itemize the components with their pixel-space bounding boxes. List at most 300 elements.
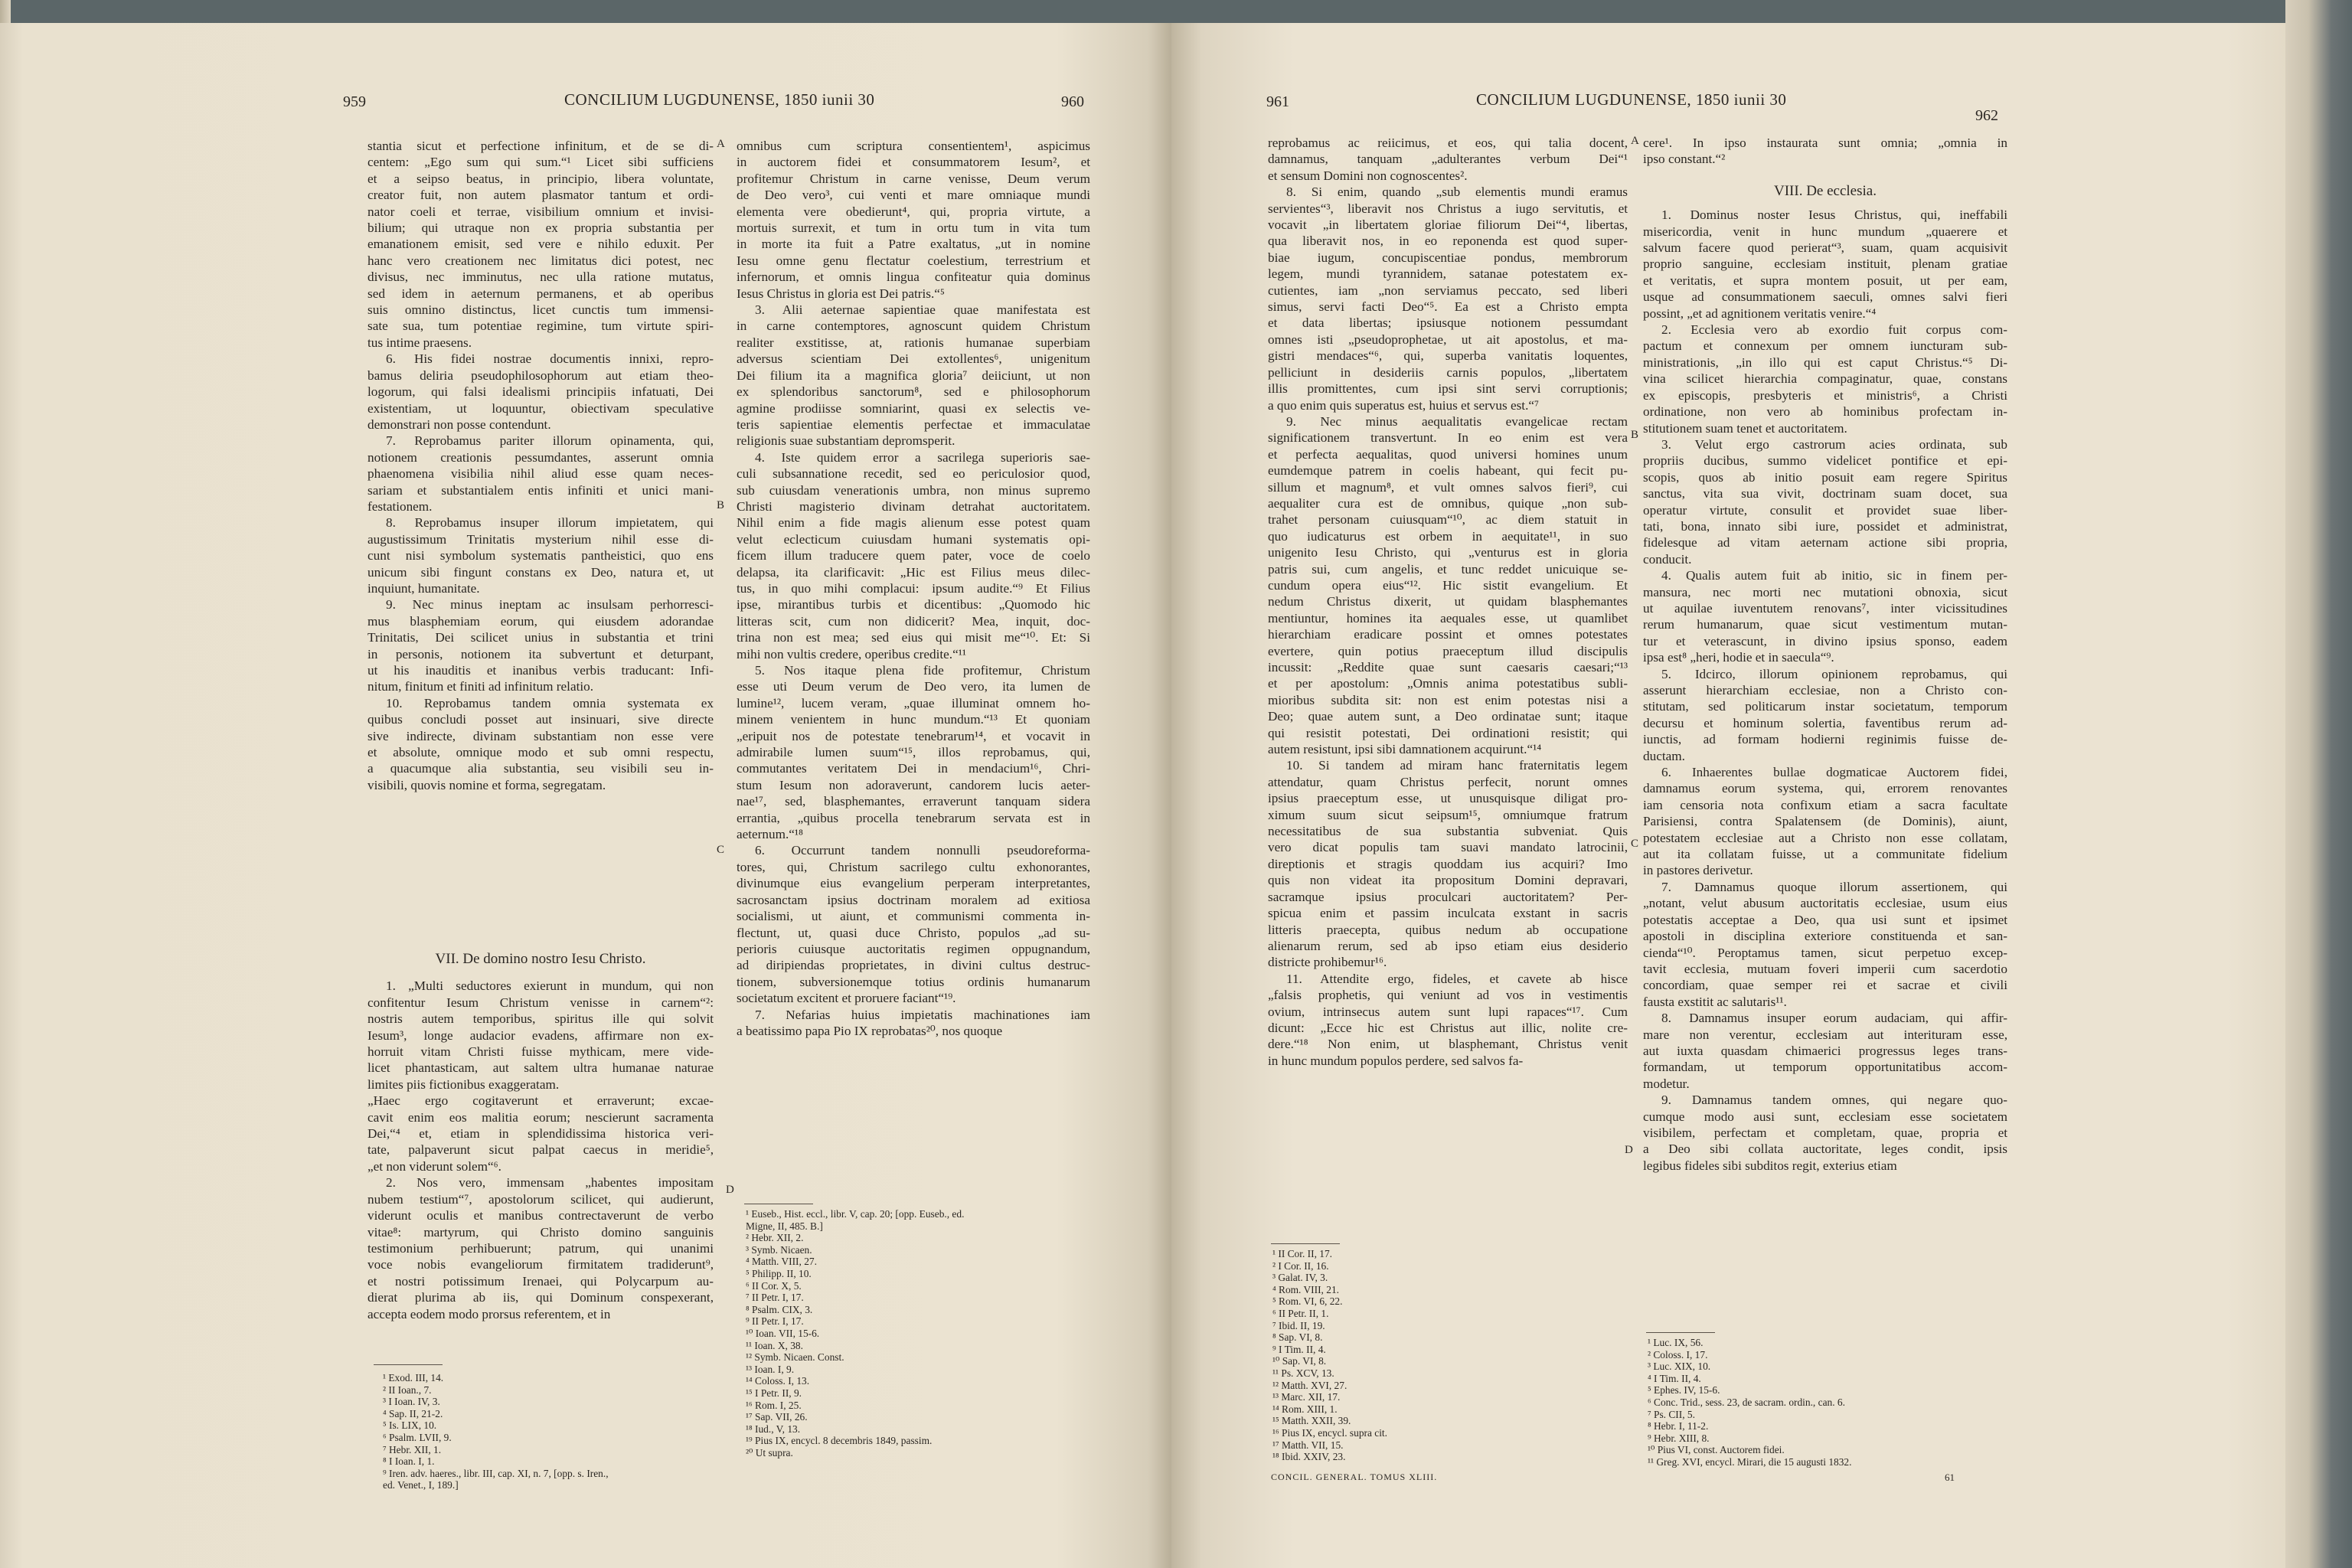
text-line: damnamus, tanquam „adulterantes verbum Dei“¹	[1268, 152, 1628, 167]
text-line: visibili, quovis nomine et forma, segregatam.	[368, 777, 606, 792]
footnote: ⁹ II Petr. I, 17.	[746, 1315, 804, 1328]
text-line: festationem.	[368, 498, 433, 514]
text-line: 5. Idcirco, illorum opinionem reprobamus, qui	[1661, 666, 2007, 681]
footnote: ¹² Symb. Nicaen. Const.	[746, 1351, 844, 1364]
text-line: sanctus, vita sua vivit, doctrinam suam docet, sua	[1643, 486, 2007, 501]
text-line: 11. Attendite ergo, fideles, et cavete ab hisce	[1286, 971, 1628, 986]
margin-letter-b: B	[717, 499, 725, 511]
text-line: ovium, intrinsecus autem sunt lupi rapaces“¹⁷. Cum	[1268, 1004, 1628, 1019]
footnote: ⁷ Hebr. XII, 1.	[383, 1443, 442, 1455]
text-line: nostris autem temporibus, spiritus ille qui solvit	[368, 1011, 714, 1027]
text-line: 2. Ecclesia vero ab exordio fuit corpus com-	[1661, 322, 2007, 338]
footnote: ³ Galat. IV, 3.	[1272, 1272, 1328, 1284]
footnote: ¹⁸ Iud., V, 13.	[746, 1423, 801, 1435]
text-line: nator coeli et terrae, visibilium omnium et invisi-	[368, 204, 714, 219]
footnote: ed. Venet., I, 189.]	[383, 1479, 459, 1491]
text-line: 10. Reprobamus tandem omnia systemata ex	[386, 695, 714, 710]
text-line: „eripuit nos de potestate tenebrarum¹⁴, et vocavit in	[737, 728, 1090, 743]
text-line: ipsius praeceptum esse, ut unusquisque diligat pro-	[1268, 791, 1628, 806]
text-line: cavit enim eos malitia eorum; nescierunt sacramenta	[368, 1109, 714, 1125]
text-line: cutientes, iam „non serviamus peccato, sed liberi	[1268, 283, 1628, 298]
text-line: gistri mendaces“⁶, qui, superba vanitatis loquentes,	[1268, 348, 1628, 364]
text-line: scopis, quos ab initio posuit eam regere Spiritus	[1643, 469, 2007, 485]
text-line: nae¹⁷, sed, blasphemantes, erraverunt tanquam sidera	[737, 794, 1090, 809]
text-line: ipse, mirantibus turbis et dicentibus: „Quomodo hic	[737, 597, 1090, 612]
text-line: tur et veterascunt, in divino ipsius sponso, eadem	[1643, 633, 2007, 648]
text-line: iunctis, ad formam hodierni reginimis fuisse de-	[1643, 732, 2007, 747]
text-line: adversus scientiam Dei extollentes⁶, unigenitum	[737, 351, 1090, 367]
text-line: formandam, ut temporum opportunitatibus accom-	[1643, 1060, 2007, 1075]
text-line: ficem illum traducere quem pater, voce de coelo	[737, 548, 1090, 564]
text-line: unigenito Iesu Christo, qui „venturus est in gloria	[1268, 545, 1628, 560]
text-line: quo iudicaturus est orbem in aequitate¹¹, in suo	[1268, 528, 1628, 544]
footnote: ⁸ I Ioan. I, 1.	[383, 1455, 435, 1468]
text-line: mihi non vultis credere, operibus credite.“¹¹	[737, 646, 967, 662]
text-line: vero dicat populis tam suavi mandato latrocinii,	[1268, 840, 1628, 855]
text-line: apostoli in disciplina exteriore constituenda et san-	[1643, 929, 2007, 944]
text-line: sed idem in aeternum permanens, et ab operibus	[368, 286, 714, 301]
footnote: ⁴ Sap. II, 21-2.	[383, 1407, 443, 1419]
text-line: aequaliter cura est de omnibus, quique „non sub-	[1268, 495, 1628, 511]
text-line: tati, bona, innato sibi iure, possidet et administrat,	[1643, 518, 2007, 534]
text-line: mioribus subdita sit: non est enim potestas nisi a	[1268, 692, 1628, 707]
text-line: Trinitatis, Dei scilicet unius in substantia et trini	[368, 630, 714, 645]
text-line: ordinatione, non vero ab hominibus profectam in-	[1643, 404, 2007, 420]
running-title-right: CONCILIUM LUGDUNENSE, 1850 iunii 30	[1476, 90, 1787, 109]
footnote: ¹⁷ Sap. VII, 26.	[746, 1411, 808, 1423]
footnote: ⁷ II Petr. I, 17.	[746, 1292, 804, 1304]
text-line: quis non videat ita propositum Domini depravari,	[1268, 873, 1628, 888]
text-line: voce nobis evangeliorum firmitatem tradiderunt⁹,	[368, 1257, 714, 1272]
text-line: Parisiensi, contra Spalatensem (de Dominis), aiunt,	[1643, 814, 2007, 829]
text-line: aut ita collatam fuisse, ut a communitate fidelium	[1643, 847, 2007, 862]
text-line: Iesu omne genu flectatur coelestium, terrestrium et	[737, 253, 1090, 268]
text-line: mus blasphemiam eorum, qui eiusdem adorandae	[368, 613, 714, 629]
text-line: et data libertas; ipsiusque notionem pessumdant	[1268, 315, 1628, 331]
text-line: a quo enim quis superatus est, huius et servus est.“⁷	[1268, 397, 1539, 413]
text-line: aut iuxta quasdam chimaerici progressus leges trans-	[1643, 1043, 2007, 1058]
footnote: ⁷ Ibid. II, 19.	[1272, 1319, 1325, 1331]
text-line: in carne contemptores, agnoscunt quidem Christum	[737, 318, 1090, 334]
footnote: ¹⁴ Rom. XIII, 1.	[1272, 1403, 1338, 1415]
text-line: potestatis acceptae a Deo, qua usi sunt et ipsimet	[1643, 912, 2007, 927]
text-line: 7. Nefarias huius impietatis machinationes iam	[755, 1007, 1090, 1022]
text-line: aeternum.“¹⁸	[737, 827, 804, 842]
text-line: in morte ita fuit a Patre exaltatus, „ut in nomine	[737, 237, 1090, 252]
text-line: tionem, subversionemque totius ordinis humanarum	[737, 974, 1090, 989]
text-line: a beatissimo papa Pio IX reprobatas²⁰, nos quoque	[737, 1023, 1003, 1038]
left-page	[0, 23, 1171, 1568]
text-line: modetur.	[1643, 1076, 1690, 1091]
text-line: concordiam, quae semper rei et sacrae et civili	[1643, 978, 2007, 993]
footnote: ¹⁵ I Petr. II, 9.	[746, 1387, 802, 1399]
text-line: vina scilicet hierarchia compaginatur, quae, constans	[1643, 371, 2007, 387]
text-line: ut aquilae iuventutem renovans⁷, inter vicissitudines	[1643, 600, 2007, 616]
footnote: ⁸ Sap. VI, 8.	[1272, 1331, 1323, 1344]
text-line: pelliciunt in desideriis carnis populos, „libertatem	[1268, 364, 1628, 380]
left-footnotes-1	[383, 1372, 609, 1491]
text-line: iam censoria nota confixum etiam a sacra facultate	[1643, 797, 2007, 812]
footnote: ¹² Matth. XVI, 27.	[1272, 1379, 1348, 1391]
running-title-left: CONCILIUM LUGDUNENSE, 1850 iunii 30	[564, 90, 875, 109]
footnote: ³ Luc. XIX, 10.	[1648, 1361, 1711, 1373]
text-line: decursu et hominum solertia, faventibus rerum ad-	[1643, 715, 2007, 730]
text-line: nubem testium“⁷, apostolorum scilicet, qui audierunt,	[368, 1191, 714, 1207]
text-line: direptionis et stragis quoddam ius acquiri? Imo	[1268, 856, 1628, 871]
footnote: ⁹ Hebr. XIII, 8.	[1648, 1432, 1710, 1444]
text-line: 4. Iste quidem error a sacrilega superioris sae-	[755, 449, 1090, 465]
text-line: et veritatis, et supra montem posuit, ut per eam,	[1643, 273, 2007, 288]
text-line: divisus, nec imminutus, nec ulla ratione mutatus,	[368, 270, 714, 285]
text-line: quibus concludi posset aut insinuari, sive directe	[368, 712, 714, 727]
footnote: ¹³ Ioan. I, 9.	[746, 1363, 795, 1375]
text-line: cere¹. In ipso instaurata sunt omnia; „omnia in	[1643, 136, 2007, 150]
text-line: 9. Nec minus ineptam ac insulsam perhorresci-	[386, 597, 714, 612]
text-line: velut eclecticum cuiusdam humani systematis opi-	[737, 531, 1090, 547]
footnote: ⁶ Psalm. LVII, 9.	[383, 1431, 452, 1443]
text-line: visibilem, perfectam et completam, quae, propria et	[1643, 1125, 2007, 1140]
text-line: dicunt: „Ecce hic est Christus aut illic, nolite cre-	[1268, 1020, 1628, 1035]
text-line: ximum suum sicut seipsum¹⁵, omniumque fratrum	[1268, 807, 1628, 822]
footnote: ¹ Euseb., Hist. eccl., libr. V, cap. 20; [opp. Euseb., ed.	[746, 1208, 965, 1220]
text-line: Dei,“⁴ et, etiam in splendidissima historica veri-	[368, 1126, 714, 1142]
text-line: et sensum Domini non cognoscentes².	[1268, 168, 1468, 183]
text-line: lumine¹², lucem veram, „quae illuminat omnem ho-	[737, 695, 1090, 710]
text-line: realiter exstitisse, at, rationis humanae superbiam	[737, 335, 1090, 350]
text-line: limites piis fictionibus exaggeratam.	[368, 1076, 560, 1092]
footnote: ²⁰ Ut supra.	[746, 1446, 793, 1459]
text-line: delapsa, ita clarificavit: „Hic est Filius meus dilec-	[737, 564, 1090, 580]
text-line: et nostri potissimum Irenaei, qui Polycarpum au-	[368, 1273, 714, 1289]
footnote: ¹⁰ Sap. VI, 8.	[1272, 1355, 1327, 1367]
text-line: biae iugum, concupiscentiae pondus, membrorum	[1268, 250, 1628, 265]
text-line: centem: „Ego sum qui sum.“¹ Licet sibi sufficiens	[368, 155, 714, 170]
text-line: hierarchiam eradicare possint et omnes potestates	[1268, 627, 1628, 642]
footnote: Migne, II, 485. B.]	[746, 1220, 823, 1232]
text-line: 5. Nos itaque plena fide profitemur, Christum	[755, 663, 1090, 678]
text-line: ipsa est⁸ „heri, hodie et in saecula“⁹.	[1643, 650, 1834, 665]
footnote: ⁹ Iren. adv. haeres., libr. III, cap. XI, n. 7, [opp. s. Iren.,	[383, 1467, 609, 1479]
text-line: et perfecta aequalitas, quod universi homines unum	[1268, 446, 1628, 462]
text-line: damnamus eorum systema, qui, errorem renovantes	[1643, 781, 2007, 796]
text-line: tores, qui, Christum sacrilego cultu exhonorantes,	[737, 859, 1090, 874]
text-line: evertere, quin potius praeceptum illud discipulis	[1268, 643, 1628, 658]
text-line: significationem transvertunt. In eo enim est vera	[1268, 430, 1628, 446]
text-line: asserunt hierarchiam ecclesiae, non a Christo con-	[1643, 683, 2007, 697]
text-line: de Deo vero³, cui venti et mare omniaque mundi	[737, 188, 1090, 203]
text-line: admirabile lumen suum“¹⁵, illos reprobamus, qui,	[737, 745, 1090, 760]
text-line: attendatur, quam Christus perfecit, norunt omnes	[1268, 774, 1628, 789]
text-line: servientes“³, liberavit nos Christus a iugo servitutis, et	[1268, 201, 1628, 216]
text-line: et per apostolum: „Omnis anima potestatibus subli-	[1268, 676, 1628, 691]
footnote-rule	[374, 1364, 443, 1365]
text-line: et a seipso beatus, in principio, libera voluntate,	[368, 171, 714, 186]
footnote: ¹⁹ Pius IX, encycl. 8 decembris 1849, passim.	[746, 1435, 933, 1447]
page-edge-right	[2285, 0, 2352, 1568]
text-line: sacramque ipsius proculcari auctoritatem? Per-	[1268, 889, 1628, 904]
text-line: notionem creationis pessumdantes, asserunt omnia	[368, 449, 714, 465]
text-line: pactum et connexum per omnem iuncturam sub-	[1643, 338, 2007, 354]
text-line: infernorum, et omnis lingua confiteatur quia dominus	[737, 270, 1090, 285]
text-line: augustissimum Trinitatis mysterium nihil esse di-	[368, 531, 714, 547]
text-line: commutantes veritatem Dei in mendacium¹⁶, Chri-	[737, 761, 1090, 776]
text-line: dere.“¹⁸ Non enim, ut blasphemant, Christus venit	[1268, 1037, 1628, 1052]
margin-letter-d: D	[726, 1184, 734, 1196]
footnote: ¹¹ Ps. XCV, 13.	[1272, 1367, 1334, 1379]
text-line: inquiunt, humanitate.	[368, 580, 480, 596]
footnote: ² Coloss. I, 17.	[1648, 1348, 1708, 1361]
text-line: 6. Occurrunt tandem nonnulli pseudoreforma-	[755, 843, 1090, 858]
text-line: usque ad consummationem saeculi, omnes salvi fieri	[1643, 289, 2007, 305]
text-line: vitae⁸: martyrum, qui Christo domino sanguinis	[368, 1224, 714, 1240]
text-line: sariam et substantialem entis infiniti et unici mani-	[368, 482, 714, 498]
footnote: ⁵ Ephes. IV, 15-6.	[1648, 1384, 1720, 1396]
text-line: patris sui, cum angelis, et tunc reddet unicuique se-	[1268, 561, 1628, 577]
footnote: ³ Symb. Nicaen.	[746, 1243, 812, 1256]
text-line: cumque modo ausi sunt, ecclesiam esse societatem	[1643, 1109, 2007, 1124]
text-line: in hunc mundum populos perdere, sed salvos fa-	[1268, 1053, 1524, 1068]
text-line: fidelesque ad vitam aeternam actione sibi propria,	[1643, 535, 2007, 550]
text-line: sacrosanctam ipsius doctrinam moralem ad exitiosa	[737, 892, 1090, 907]
text-line: 9. Damnamus tandem omnes, qui negare quo-	[1661, 1093, 2007, 1108]
text-line: legibus fideles sibi subditos regit, exterius etiam	[1643, 1158, 1897, 1173]
text-line: spicua enim et passim inculcata exstant in sacris	[1268, 906, 1628, 921]
text-line: mansura, nec morti nec mutationi obnoxia, sicut	[1643, 584, 2007, 599]
signature-mark: 61	[1945, 1472, 1955, 1483]
footnote: ⁴ Rom. VIII, 21.	[1272, 1283, 1339, 1295]
footnote: ¹ II Cor. II, 17.	[1272, 1248, 1333, 1259]
text-line: litteras scit, cum non didicerit? Mea, inquit, doc-	[737, 613, 1090, 629]
text-line: litteris praecepta, quibus nedum ab occupatione	[1268, 922, 1628, 937]
text-line: 2. Nos vero, immensam „habentes impositam	[386, 1175, 714, 1191]
text-line: vocavit „in libertatem gloriae filiorum Dei“⁴, libertas,	[1268, 217, 1628, 233]
text-line: sillum et magnum⁸, et vult omnes salvos fieri⁹, cui	[1268, 479, 1628, 495]
text-line: in auctorem fidei et consummatorem Iesum², et	[737, 155, 1090, 170]
text-line: reprobamus ac reiicimus, et eos, qui talia docent,	[1268, 136, 1628, 150]
footnote: ¹¹ Greg. XVI, encycl. Mirari, die 15 augusti 1832.	[1648, 1455, 1852, 1468]
text-line: 8. Reprobamus insuper illorum impietatem, qui	[386, 515, 714, 531]
footnote: ¹⁵ Matth. XXII, 39.	[1272, 1415, 1351, 1427]
margin-letter-a: A	[1631, 135, 1639, 147]
text-line: ductam.	[1643, 748, 1685, 763]
text-line: stum Iesum non adoraverunt, candorem lucis aeter-	[737, 777, 1090, 792]
text-line: 10. Si tandem ad miram hanc fraternitatis legem	[1286, 758, 1628, 773]
text-line: cunt nisi symbolum systematis pantheistici, quo ens	[368, 548, 714, 564]
footnote: ⁵ Is. LIX, 10.	[383, 1419, 437, 1432]
footnote: ⁹ I Tim. II, 4.	[1272, 1343, 1326, 1355]
text-line: logorum, qui falsi idealismi principiis infatuati, Dei	[368, 384, 714, 400]
page-number-959: 959	[343, 93, 366, 110]
margin-letter-a: A	[717, 138, 725, 150]
left-column-2	[737, 138, 1090, 1039]
text-line: ministrationis, „in illo qui est caput Christus.“⁵ Di-	[1643, 354, 2007, 370]
text-line: ex splendoribus sanctorum⁸, sed e philosophorum	[737, 384, 1090, 400]
text-line: 1. Dominus noster Iesus Christus, qui, ineffabili	[1661, 207, 2007, 223]
footnote: ¹⁰ Pius VI, const. Auctorem fidei.	[1648, 1444, 1785, 1456]
text-line: alienarum rerum, sed ab ipso etiam eius desiderio	[1268, 938, 1628, 953]
text-line: confitentur Iesum Christum venisse in carnem“²:	[368, 995, 714, 1010]
text-line: fausta exstitit ac salutaris¹¹.	[1643, 994, 1787, 1009]
text-line: creator fuit, non autem plasmator tantum et ordi-	[368, 188, 714, 203]
footnote: ⁸ Psalm. CIX, 3.	[746, 1303, 813, 1315]
footnote: ⁷ Ps. CII, 5.	[1648, 1408, 1695, 1420]
margin-letter-b: B	[1631, 429, 1639, 441]
text-line: perioris cuiusque auctoritatis regimen oppugnandum,	[737, 941, 1090, 956]
text-line: mentiuntur, homines ita aequales esse, ut quamlibet	[1268, 610, 1628, 626]
footnote: ¹⁰ Ioan. VII, 15-6.	[746, 1327, 820, 1339]
text-line: tate, palpaverunt sicut palpat caecus in meridie⁵,	[368, 1142, 714, 1158]
text-line: „notant, velut abusum auctoritatis ecclesiae, usum eius	[1643, 896, 2007, 911]
right-footnotes-2	[1648, 1337, 1851, 1468]
text-line: mare non verentur, ecclesiam aut interituram esse,	[1643, 1027, 2007, 1042]
footnote: ² II Ioan., 7.	[383, 1383, 432, 1396]
text-line: misericordia, venit in hunc mundum „quaerere et	[1643, 224, 2007, 239]
text-line: sub cuiusdam venerationis umbra, non minus supremo	[737, 482, 1090, 498]
text-line: socialismi, ut aiunt, et communismi commenta in-	[737, 909, 1090, 924]
text-line: rerum humanarum, quae sicut vestimentum mutan-	[1643, 617, 2007, 632]
margin-letter-c: C	[717, 844, 725, 856]
page-number-961: 961	[1266, 93, 1289, 110]
footnote: ⁵ Philipp. II, 10.	[746, 1267, 812, 1279]
text-line: licet phantasticam, aut saltem ultra humanae naturae	[368, 1060, 714, 1076]
text-line: accepta eodem modo prorsus referentem, et in	[368, 1306, 611, 1321]
footnote: ¹⁷ Matth. VII, 15.	[1272, 1439, 1344, 1451]
text-line: Christi magisterio divinam detrahat auctoritatem.	[737, 498, 1090, 514]
footnote: ³ I Ioan. IV, 3.	[383, 1396, 440, 1408]
page-number-960: 960	[1061, 93, 1084, 110]
text-line: districte prohibemur¹⁶.	[1268, 955, 1387, 970]
text-line: autem resistunt, ipsi sibi damnationem acquirunt.“¹⁴	[1268, 742, 1542, 757]
right-footnotes-1	[1272, 1248, 1387, 1463]
footnote-rule	[1646, 1332, 1715, 1333]
footnote: ¹¹ Ioan. X, 38.	[746, 1339, 803, 1351]
footnote: ¹⁴ Coloss. I, 13.	[746, 1375, 810, 1387]
text-line: omnibus cum scriptura consentientem¹, aspicimus	[737, 139, 1090, 153]
footnote: ⁵ Rom. VI, 6, 22.	[1272, 1295, 1343, 1308]
text-line: legem, mundi tyrannidem, satanae potestatem ex-	[1268, 266, 1628, 282]
text-line: ut his inauditis et inanibus verbis traducant: Infi-	[368, 663, 714, 678]
text-line: trahet personam cuiusquam“¹⁰, ac diem statuit in	[1268, 512, 1628, 528]
text-line: demonstrari non posse contendunt.	[368, 416, 551, 432]
text-line: tavit ecclesia, mutuam foveri imperii cum sacerdotio	[1643, 961, 2007, 976]
text-line: errantia, „quibus procella tenebrarum servata est in	[737, 810, 1090, 825]
text-line: 8. Damnamus insuper eorum audaciam, qui affir-	[1661, 1011, 2007, 1026]
footnote: ⁴ I Tim. II, 4.	[1648, 1372, 1701, 1384]
text-line: societatum excitent et proruere faciant“¹⁹.	[737, 991, 956, 1006]
margin-letter-c: C	[1631, 838, 1639, 850]
text-line: tus intime praesens.	[368, 335, 472, 350]
text-line: possint, „et ad agnitionem veritatis venire.“⁴	[1643, 305, 1877, 321]
footnote: ² I Cor. II, 16.	[1272, 1259, 1329, 1272]
text-line: conducit.	[1643, 551, 1692, 567]
text-line: horruit vitam Christi fuisse mythicam, mere vide-	[368, 1044, 714, 1060]
text-line: incussit: „Reddite quae sunt caesaris caesari;“¹³	[1268, 660, 1628, 675]
text-line: viderunt oculis et manibus contrectaverunt de verbo	[368, 1208, 714, 1223]
text-line: salvum facere quod perierat“³, suam, quam acquisivit	[1643, 240, 2007, 256]
text-line: existentiam, ut loquuntur, obiectivam speculative	[368, 400, 714, 416]
text-line: 3. Velut ergo castrorum acies ordinata, sub	[1661, 436, 2007, 452]
text-line: 4. Qualis autem fuit ab initio, sic in finem per-	[1661, 568, 2007, 583]
text-line: flectunt, ut, quasi duce Christo, populos „ad su-	[737, 925, 1090, 940]
text-line: 7. Damnamus quoque illorum assertionem, qui	[1661, 879, 2007, 894]
text-line: trina non est mea; sed eius qui misit me“¹⁰. Et: Si	[737, 630, 1090, 645]
text-line: et absolute, omnique modo et sub omni respectu,	[368, 745, 714, 760]
text-line: tus, in quo mihi complacui: ipsum audite.“⁹ Et Filius	[737, 580, 1090, 596]
footnote: ¹⁶ Rom. I, 25.	[746, 1399, 802, 1411]
text-line: nitum, finitum et finiti ad infinitum relatio.	[368, 679, 594, 694]
footnote: ² Hebr. XII, 2.	[746, 1232, 804, 1244]
text-line: omnes isti „pseudoprophetae, ut ait apostolus, et ma-	[1268, 332, 1628, 347]
text-line: agmine prodiisse somniarint, quasi ex selectis ve-	[737, 400, 1090, 416]
text-line: in personis, notionem ita subvertunt et deturpant,	[368, 646, 714, 662]
text-line: bamus deliria pseudophilosophorum aut etiam theo-	[368, 368, 714, 383]
footnote: ⁶ II Petr. II, 1.	[1272, 1307, 1329, 1319]
text-line: suis omnino distinctus, licet cunctis tum immensi-	[368, 302, 714, 318]
footnote-rule	[1271, 1243, 1340, 1244]
text-line: a Deo sibi collata auctoritate, leges condit, ipsis	[1643, 1142, 2007, 1157]
footnote: ⁶ Conc. Trid., sess. 23, de sacram. ordin., can. 6.	[1648, 1396, 1845, 1408]
text-line: sive indirecte, divinam substantiam non esse vere	[368, 728, 714, 743]
text-line: elementa vere obedierunt⁴, qui, propria virtute, a	[737, 204, 1090, 219]
text-line: profitemur Christum in carne venisse, Deum verum	[737, 171, 1090, 186]
text-line: hanc vero creationem nec limitatus dici potest, nec	[368, 253, 714, 268]
text-line: teris sapientiae elementis perfectae et immaculatae	[737, 416, 1090, 432]
left-footnotes-2	[746, 1208, 964, 1459]
text-line: eumdemque patrem in coelis habeant, qui fecit pu-	[1268, 463, 1628, 479]
text-line: esse uti Deum verum de Deo vero, ita lumen de	[737, 679, 1090, 694]
text-line: ex episcopis, presbyteris et ministris⁶, a Christi	[1643, 387, 2007, 403]
text-line: unicum sibi fingunt constans ex Deo, natura et, ut	[368, 564, 714, 580]
left-column-1	[368, 138, 714, 793]
text-line: sate sua, tum potentiae regimine, tum virtute spiri-	[368, 318, 714, 334]
right-column-1	[1268, 135, 1628, 1069]
text-line: divinumque eius evangelium perperam interpretantes,	[737, 876, 1090, 891]
text-line: minem venientem in hunc mundum.“¹³ Et quoniam	[737, 712, 1090, 727]
left-column-1-section	[368, 925, 714, 1322]
text-line: Nihil enim a fide magis alienum esse potest quam	[737, 515, 1090, 531]
text-line: stantia sicut et perfectione infinitum, et de se di-	[368, 139, 714, 153]
footnote: ⁶ II Cor. X, 5.	[746, 1279, 802, 1292]
text-line: potestatem ecclesiae aut a Christo non esse collatam,	[1643, 830, 2007, 845]
text-line: phaenomena visibilia nihil aliud esse quam neces-	[368, 466, 714, 482]
text-line: cienda“¹⁰. Peroptamus tamen, sicut perpetuo excep-	[1643, 945, 2007, 960]
text-line: proprio sanguine, ecclesiam instituit, plenam gratiae	[1643, 256, 2007, 272]
text-line: 9. Nec minus aequalitatis evangelicae rectam	[1286, 413, 1628, 429]
text-line: „Haec ergo cogitaverunt et erraverunt; excae-	[368, 1093, 714, 1109]
section-title-vii: VII. De domino nostro Iesu Christo.	[435, 951, 646, 967]
text-line: illis promittentes, cum ipsi sint servi corruptionis;	[1268, 381, 1628, 397]
footnote: ¹³ Marc. XII, 17.	[1272, 1391, 1341, 1403]
text-line: 7. Reprobamus pariter illorum opinamenta, qui,	[386, 433, 714, 449]
text-line: stitutionem suam tenet et auctoritatem.	[1643, 420, 1847, 436]
text-line: dierat plurima ab iis, qui Dominum conspexerant,	[368, 1290, 714, 1305]
text-line: religionis suae substantiam depromsperit.	[737, 433, 956, 449]
text-line: necessitatibus de sua substantia subveniat. Quis	[1268, 824, 1628, 839]
text-line: qua liberavit nos, in eo reponenda est quod super-	[1268, 234, 1628, 249]
text-line: culi subsannatione recedit, sed eo periculosior quod,	[737, 466, 1090, 482]
footnote: ¹⁶ Pius IX, encycl. supra cit.	[1272, 1426, 1387, 1439]
footnote: ⁴ Matth. VIII, 27.	[746, 1256, 817, 1268]
text-line: Deo; quae autem sunt, a Deo ordinatae sunt; itaque	[1268, 709, 1628, 724]
text-line: stitutam, sed politicarum instar societatum, temporum	[1643, 699, 2007, 714]
text-line: qui resistit potestati, Dei ordinationi resistit; qui	[1268, 725, 1628, 740]
text-line: emanationem emisit, sed vere e nihilo eduxit. Per	[368, 237, 714, 252]
footnote: ⁸ Hebr. I, 11-2.	[1648, 1420, 1709, 1432]
text-line: Dei filium ita a magnifica gloria⁷ deiiciunt, ut non	[737, 368, 1090, 383]
text-line: ad diripiendas proprietates, in divini cultus destruc-	[737, 958, 1090, 973]
text-line: 6. Inhaerentes bullae dogmaticae Auctorem fidei,	[1661, 765, 2007, 780]
footnote: ¹⁸ Ibid. XXIV, 23.	[1272, 1451, 1346, 1463]
